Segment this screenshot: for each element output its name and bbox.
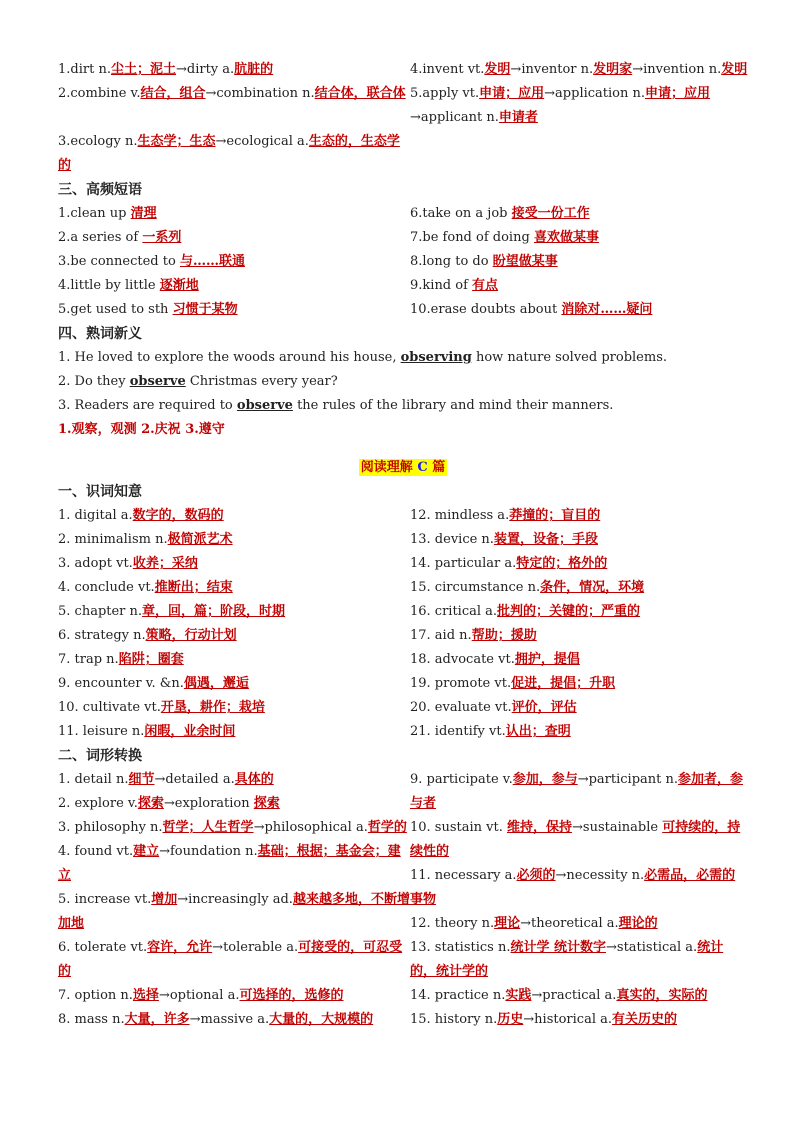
- sentence-text: Christmas every year?: [185, 374, 338, 389]
- phrase-prompt: 2.a series of: [58, 230, 139, 245]
- answer: 理论的: [618, 916, 658, 931]
- word-prompt: 14. practice n.: [410, 988, 506, 1003]
- answer: 装置，设备；手段: [493, 532, 598, 547]
- sentence-text: how nature solved problems.: [471, 350, 667, 365]
- word-prompt: 15. circumstance n.: [410, 580, 541, 595]
- word-item: [410, 576, 748, 600]
- answer: 批判的；关键的；严重的: [497, 604, 641, 619]
- word-prompt: →exploration: [163, 796, 254, 811]
- phrase-item: [410, 274, 748, 298]
- word-prompt: →participant n.: [577, 772, 679, 787]
- answer: 盼望做某事: [492, 254, 558, 269]
- word-form-right-column: [410, 768, 748, 1032]
- word-item: [410, 696, 748, 720]
- word-prompt: 5. chapter n.: [58, 604, 143, 619]
- word-prompt: 18. advocate vt.: [410, 652, 515, 667]
- word-form-item: [410, 768, 748, 816]
- word-item: [58, 504, 410, 528]
- word-item: [410, 648, 748, 672]
- word-prompt: 17. aid n.: [410, 628, 472, 643]
- answer: 大量，许多: [124, 1012, 190, 1027]
- keyword: observing: [400, 350, 472, 365]
- answer: 帮助；援助: [471, 628, 537, 643]
- answer: 偶遇，邂逅: [183, 676, 249, 691]
- answer: 大量的，大规模的: [269, 1012, 374, 1027]
- word-form-item: [58, 768, 410, 792]
- answer: 可选择的，选修的: [239, 988, 344, 1003]
- word-prompt: 9. encounter v. &n.: [58, 676, 184, 691]
- word-form-item: [58, 58, 410, 82]
- answer: 促进，提倡；升职: [511, 676, 616, 691]
- word-prompt: →massive a.: [189, 1012, 270, 1027]
- phrase-row: [58, 226, 748, 250]
- answer: 生态学；生态: [137, 134, 216, 149]
- answer: 极简派艺术: [167, 532, 233, 547]
- word-item: [58, 696, 410, 720]
- answer: 发明: [721, 62, 748, 77]
- keyword: observe: [129, 374, 186, 389]
- phrase-item: [58, 250, 410, 274]
- phrase-item: [410, 202, 748, 226]
- phrase-prompt: 10.erase doubts about: [410, 302, 558, 317]
- answer: 可接受的，可忍受的: [58, 940, 403, 979]
- answer: 生态的，生态学的: [58, 134, 400, 173]
- word-prompt: →applicant n.: [410, 110, 499, 125]
- phrase-item: [58, 274, 410, 298]
- phrase-prompt: 1.clean up: [58, 206, 127, 221]
- phrase-item: [58, 226, 410, 250]
- word-prompt: 19. promote vt.: [410, 676, 512, 691]
- phrase-item: [58, 298, 410, 322]
- phrase-prompt: 4.little by little: [58, 278, 156, 293]
- section-heading-phrases: 三、高频短语: [58, 182, 142, 198]
- answer: 建立: [133, 844, 160, 859]
- word-item: [58, 600, 410, 624]
- answer: 基础；根据；基金会；建立: [58, 844, 401, 883]
- answer: 必须的: [516, 868, 556, 883]
- word-form-left-column: [58, 768, 410, 1032]
- word-form-item-empty: [410, 130, 748, 178]
- word-row: [58, 720, 748, 744]
- answer: 有点: [472, 278, 499, 293]
- word-form-item: [410, 1008, 748, 1032]
- answer: 策略，行动计划: [145, 628, 237, 643]
- word-prompt: 1. detail n.: [58, 772, 129, 787]
- phrase-item: [58, 202, 410, 226]
- word-prompt: →combination n.: [205, 86, 315, 101]
- word-item: [58, 648, 410, 672]
- word-form-item: [58, 1008, 410, 1032]
- word-prompt: →foundation n.: [159, 844, 258, 859]
- word-item: [58, 576, 410, 600]
- word-prompt: 7. trap n.: [58, 652, 119, 667]
- word-form-item: [410, 912, 748, 936]
- word-prompt: 12. theory n.: [410, 916, 495, 931]
- word-item: [58, 624, 410, 648]
- phrase-list: [58, 202, 748, 322]
- answer: 申请；应用: [479, 86, 545, 101]
- section-heading-word-forms: 二、词形转换: [58, 748, 142, 764]
- answer: 哲学的: [367, 820, 407, 835]
- sentence-text: 3. Readers are required to: [58, 398, 237, 413]
- answer: 莽撞的；盲目的: [509, 508, 601, 523]
- title-letter: C: [417, 460, 428, 475]
- word-prompt: →invention n.: [632, 62, 722, 77]
- word-form-item: [58, 130, 410, 178]
- word-form-item: [58, 840, 410, 888]
- example-sentence: [58, 370, 748, 394]
- word-prompt: 15. history n.: [410, 1012, 498, 1027]
- answer: 容许，允许: [147, 940, 213, 955]
- word-prompt: 5. increase vt.: [58, 892, 152, 907]
- phrase-item: [410, 226, 748, 250]
- answer: 与……联通: [179, 254, 245, 269]
- answer: 增加: [151, 892, 178, 907]
- word-prompt: 20. evaluate vt.: [410, 700, 512, 715]
- answer: 探索: [137, 796, 164, 811]
- word-row: [58, 696, 748, 720]
- word-row: [58, 576, 748, 600]
- word-prompt: 7. option n.: [58, 988, 133, 1003]
- word-row: [58, 600, 748, 624]
- word-item: [410, 624, 748, 648]
- answer: 选择: [132, 988, 159, 1003]
- word-item: [410, 528, 748, 552]
- word-prompt: 14. particular a.: [410, 556, 517, 571]
- answer: 有关历史的: [612, 1012, 678, 1027]
- word-prompt: →application n.: [544, 86, 646, 101]
- word-form-item: [58, 984, 410, 1008]
- answer: 特定的；格外的: [516, 556, 608, 571]
- word-prompt: 13. device n.: [410, 532, 494, 547]
- phrase-row: [58, 298, 748, 322]
- answer: 开垦，耕作；栽培: [160, 700, 265, 715]
- word-item: [410, 504, 748, 528]
- answer: 结合，组合: [140, 86, 206, 101]
- answer: 条件，情况，环境: [540, 580, 645, 595]
- answer: 申请；应用: [645, 86, 711, 101]
- new-meanings-answer: 1.观察，观测 2.庆祝 3.遵守: [58, 422, 225, 437]
- answer: 统计学 统计数字: [510, 940, 607, 955]
- word-form-item: [410, 984, 748, 1008]
- word-form-item: [410, 936, 748, 984]
- word-row: [58, 672, 748, 696]
- word-prompt: →increasingly ad.: [177, 892, 293, 907]
- word-prompt: 11. leisure n.: [58, 724, 145, 739]
- answer: 统计的，统计学的: [410, 940, 724, 979]
- word-form-item: [58, 792, 410, 816]
- phrase-prompt: 6.take on a job: [410, 206, 508, 221]
- word-item: [410, 720, 748, 744]
- answer: 申请者: [498, 110, 538, 125]
- word-row: [58, 552, 748, 576]
- answer: 探索: [253, 796, 280, 811]
- word-prompt: →inventor n.: [510, 62, 594, 77]
- phrase-prompt: 3.be connected to: [58, 254, 176, 269]
- phrase-row: [58, 274, 748, 298]
- word-row: [58, 648, 748, 672]
- answer: 历史: [497, 1012, 524, 1027]
- word-prompt: 11. necessary a.: [410, 868, 517, 883]
- answer: 逐渐地: [159, 278, 199, 293]
- word-form-item: [58, 936, 410, 984]
- word-form-item: [58, 82, 410, 130]
- section-heading-word-meanings: 一、识词知意: [58, 484, 142, 500]
- answer: 真实的，实际的: [616, 988, 708, 1003]
- answer: 消除对……疑问: [561, 302, 653, 317]
- word-prompt: →tolerable a.: [212, 940, 299, 955]
- word-prompt: 2.combine v.: [58, 86, 141, 101]
- title-text: 篇: [427, 460, 446, 475]
- word-prompt: →ecological a.: [215, 134, 309, 149]
- word-prompt: 3. adopt vt.: [58, 556, 133, 571]
- word-prompt: →optional a.: [158, 988, 240, 1003]
- word-prompt: 21. identify vt.: [410, 724, 506, 739]
- answer: 发明家: [593, 62, 633, 77]
- sentence-text: 1. He loved to explore the woods around his house,: [58, 350, 401, 365]
- answer: 发明: [484, 62, 511, 77]
- word-form-item: [410, 82, 748, 130]
- word-prompt: →theoretical a.: [520, 916, 619, 931]
- answer: 清理: [130, 206, 157, 221]
- word-prompt: →necessity n.: [555, 868, 645, 883]
- answer: 喜欢做某事: [533, 230, 599, 245]
- phrase-prompt: 9.kind of: [410, 278, 468, 293]
- answer: 习惯于某物: [172, 302, 238, 317]
- answer: 陷阱；圈套: [118, 652, 184, 667]
- word-prompt: 4. found vt.: [58, 844, 134, 859]
- word-prompt: 4. conclude vt.: [58, 580, 155, 595]
- word-prompt: 5.apply vt.: [410, 86, 480, 101]
- keyword: observe: [236, 398, 293, 413]
- word-item: [58, 720, 410, 744]
- answer: 接受一份工作: [511, 206, 590, 221]
- top-word-forms: [58, 58, 748, 178]
- word-prompt: 1.dirt n.: [58, 62, 111, 77]
- word-item: [410, 672, 748, 696]
- answer: 参加者，参与者: [410, 772, 744, 811]
- phrase-item: [410, 298, 748, 322]
- answer: 认出；查明: [505, 724, 571, 739]
- word-item: [58, 672, 410, 696]
- word-prompt: →sustainable: [572, 820, 663, 835]
- answer: 越来越多地，不断增加地: [58, 892, 410, 931]
- answer: 章，回，篇；阶段，时期: [142, 604, 286, 619]
- answer: 数字的，数码的: [132, 508, 224, 523]
- word-prompt: 12. mindless a.: [410, 508, 510, 523]
- word-prompt: 6. strategy n.: [58, 628, 146, 643]
- answer: 参加，参与: [512, 772, 578, 787]
- word-prompt: →historical a.: [523, 1012, 613, 1027]
- answer: 一系列: [142, 230, 182, 245]
- word-row: [58, 504, 748, 528]
- word-meaning-list: [58, 504, 748, 744]
- answer: 必需品，必需的事物: [410, 868, 736, 907]
- word-form-item: [58, 816, 410, 840]
- sentence-text: 2. Do they: [58, 374, 130, 389]
- word-item: [58, 552, 410, 576]
- answer: 肮脏的: [234, 62, 274, 77]
- answer: 推断出；结束: [154, 580, 233, 595]
- word-form-item: [410, 58, 748, 82]
- word-prompt: 10. sustain vt.: [410, 820, 507, 835]
- sentence-text: the rules of the library and mind their manners.: [292, 398, 614, 413]
- word-item: [58, 528, 410, 552]
- word-prompt: 4.invent vt.: [410, 62, 485, 77]
- answer: 评价，评估: [511, 700, 577, 715]
- word-prompt: 9. participate v.: [410, 772, 513, 787]
- word-form-item: [410, 864, 748, 912]
- word-prompt: →detailed a.: [154, 772, 235, 787]
- word-item: [410, 600, 748, 624]
- word-row: [58, 624, 748, 648]
- word-prompt: →dirty a.: [175, 62, 235, 77]
- answer: 可持续的，持续性的: [410, 820, 741, 859]
- example-sentence: [58, 346, 748, 370]
- word-prompt: 2. explore v.: [58, 796, 138, 811]
- answer: 闲暇，业余时间: [144, 724, 236, 739]
- example-sentence: [58, 394, 748, 418]
- answer: 结合体，联合体: [314, 86, 406, 101]
- section-heading-new-meanings: 四、熟词新义: [58, 326, 142, 342]
- phrase-item: [410, 250, 748, 274]
- phrase-prompt: 5.get used to sth: [58, 302, 169, 317]
- answer: 尘土；泥土: [110, 62, 176, 77]
- word-form-row: [58, 58, 748, 82]
- word-form-item: [58, 888, 410, 936]
- word-prompt: →philosophical a.: [253, 820, 368, 835]
- phrase-row: [58, 250, 748, 274]
- phrase-prompt: 8.long to do: [410, 254, 489, 269]
- reading-section-title: [58, 456, 748, 480]
- word-form-item: [410, 816, 748, 864]
- word-item: [410, 552, 748, 576]
- worksheet-page: [58, 58, 748, 1032]
- answer: 维持，保持: [507, 820, 573, 835]
- word-prompt: 13. statistics n.: [410, 940, 511, 955]
- answer: 拥护，提倡: [514, 652, 580, 667]
- answer: 理论: [494, 916, 521, 931]
- word-prompt: 10. cultivate vt.: [58, 700, 161, 715]
- word-form-columns: [58, 768, 748, 1032]
- word-prompt: 1. digital a.: [58, 508, 133, 523]
- answer: 实践: [505, 988, 532, 1003]
- word-prompt: 16. critical a.: [410, 604, 498, 619]
- word-prompt: 3. philosophy n.: [58, 820, 163, 835]
- title-text: 阅读理解: [360, 460, 418, 475]
- answer: 收养；采纳: [132, 556, 198, 571]
- word-prompt: 8. mass n.: [58, 1012, 125, 1027]
- answer: 细节: [128, 772, 155, 787]
- phrase-prompt: 7.be fond of doing: [410, 230, 530, 245]
- word-row: [58, 528, 748, 552]
- answer: 具体的: [234, 772, 274, 787]
- word-form-row: [58, 130, 748, 178]
- phrase-row: [58, 202, 748, 226]
- word-prompt: →practical a.: [531, 988, 617, 1003]
- word-prompt: 3.ecology n.: [58, 134, 138, 149]
- word-prompt: 2. minimalism n.: [58, 532, 168, 547]
- word-prompt: 6. tolerate vt.: [58, 940, 148, 955]
- word-form-row: [58, 82, 748, 130]
- answer: 哲学；人生哲学: [162, 820, 254, 835]
- word-prompt: →statistical a.: [606, 940, 698, 955]
